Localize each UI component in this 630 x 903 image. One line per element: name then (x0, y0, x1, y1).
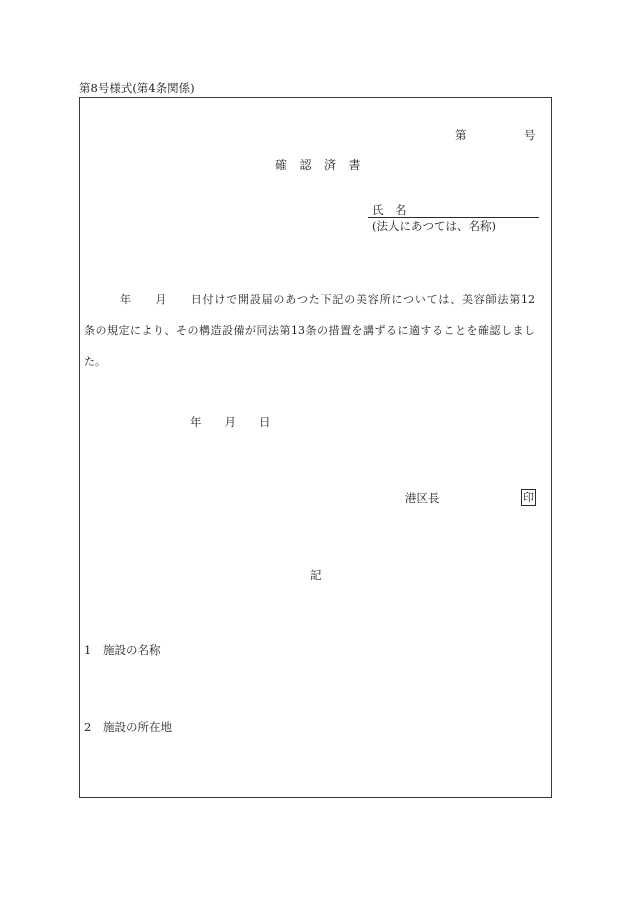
list-item (84, 643, 161, 657)
body-text-line-3: た。 (84, 355, 106, 368)
ki-heading: 記 (310, 568, 322, 582)
item-number: 1 (84, 643, 92, 657)
issuer-name: 港区長 (405, 491, 440, 505)
body-text-line-2: 条の規定により、その構造設備が同法第13条の措置を講ずるに適することを確認しまし (84, 324, 535, 337)
applicant-note: (法人にあつては、名称) (372, 219, 496, 233)
doc-number-suffix: 号 (524, 128, 536, 142)
seal-mark: 印 (523, 491, 534, 504)
applicant-name-label: 氏 名 (372, 203, 407, 217)
item-number: 2 (84, 720, 92, 734)
list-item (84, 720, 172, 734)
item-label: 施設の名称 (103, 643, 161, 657)
form-number-label: 第8号様式(第4条関係) (79, 81, 195, 95)
doc-number-prefix: 第 (455, 128, 467, 142)
document-title: 確認済書 (275, 158, 374, 172)
item-label: 施設の所在地 (103, 720, 172, 734)
applicant-name-field (368, 203, 539, 218)
date-line: 年 月 日 (190, 415, 271, 429)
body-text-line-1: 年 月 日付けで開設届のあつた下記の美容所については、美容師法第12 (120, 293, 535, 306)
